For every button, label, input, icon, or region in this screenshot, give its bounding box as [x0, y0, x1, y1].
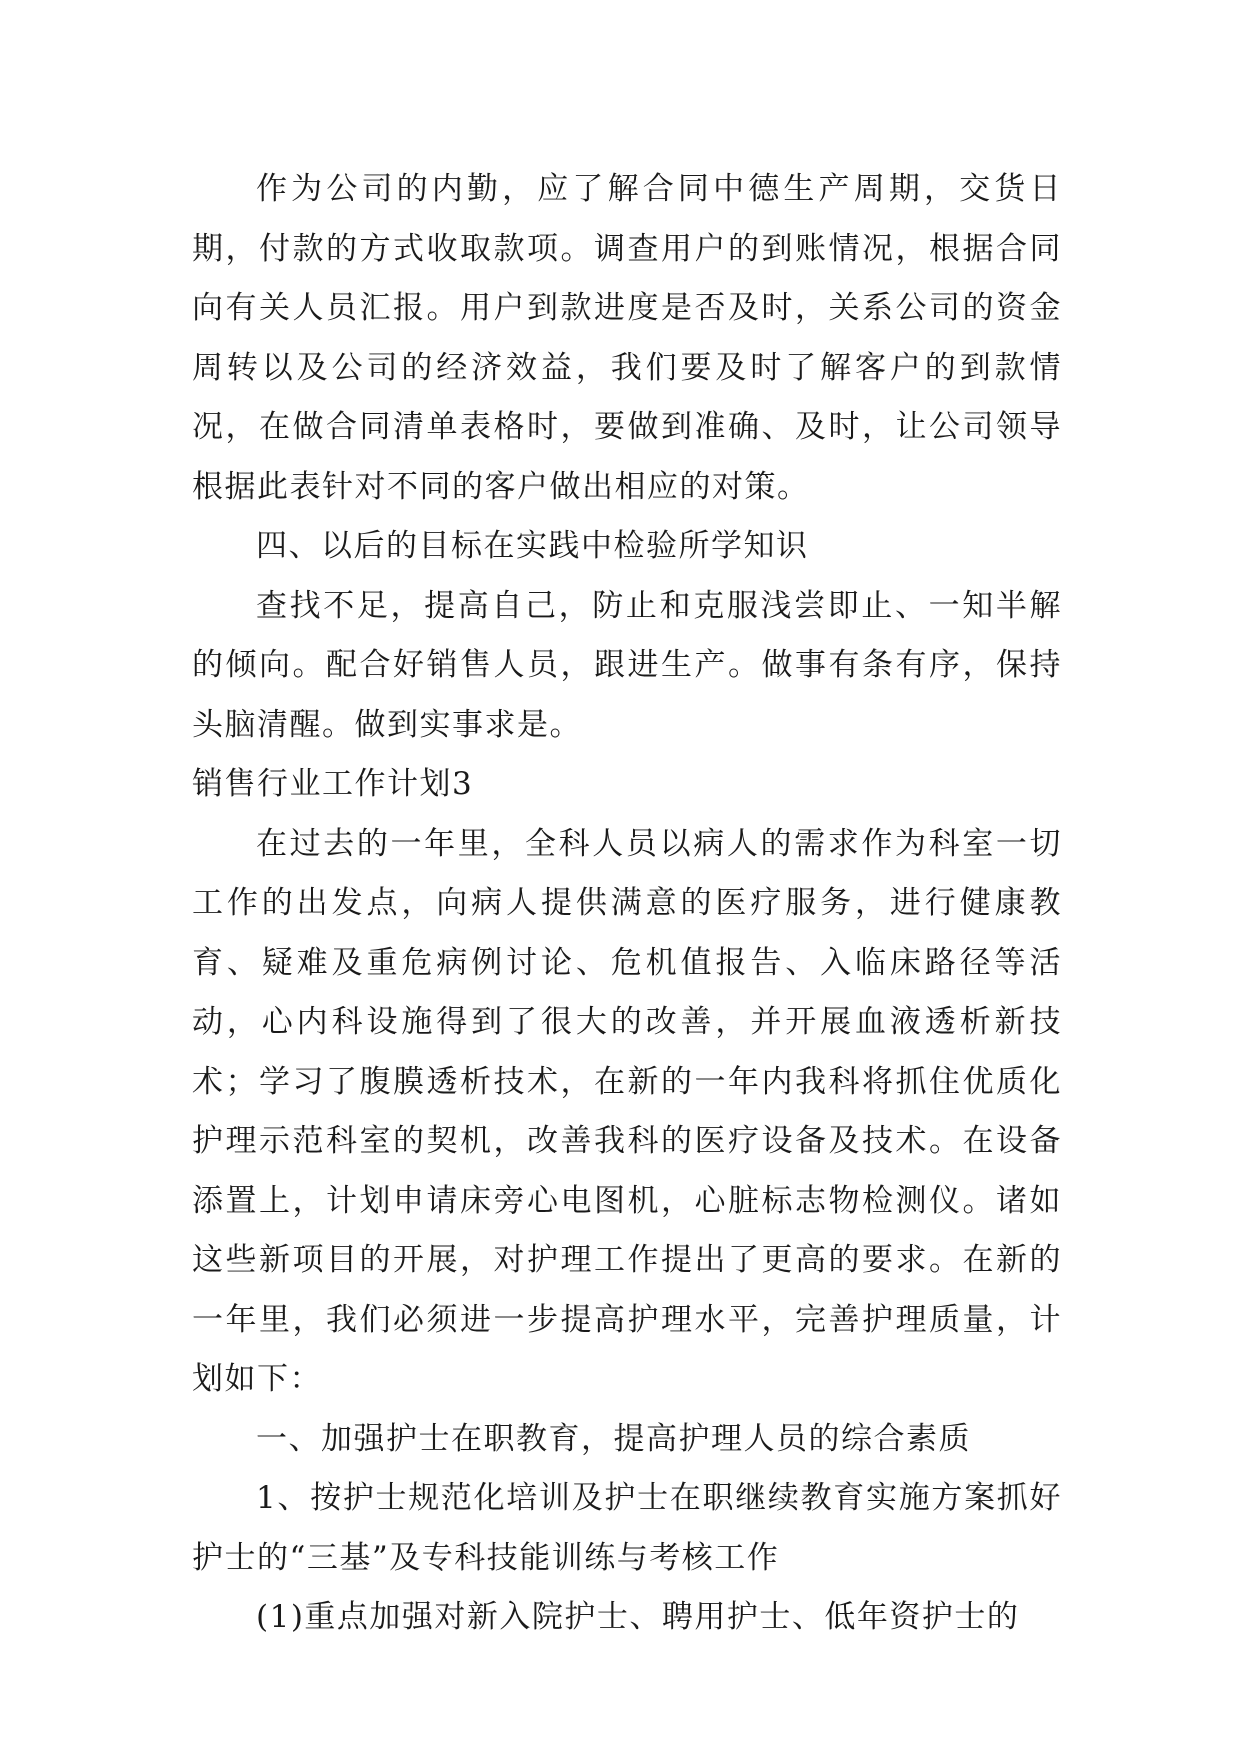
paragraph-training-subitem-1: (1)重点加强对新入院护士、聘用护士、低年资护士的	[256, 1599, 1020, 1635]
heading-future-goals: 四、以后的目标在实践中检验所学知识	[256, 528, 809, 564]
paragraph-internal-duties: 作为公司的内勤，应了解合同中德生产周期，交货日期，付款的方式收取款项。调查用户的到账情况，根据合同向有关人员汇报。用户到款进度是否及时，关系公司的资金周转以及公司的经济效益，我们要及时了解客户的到款情况，在做合同清单表格时，要做到准确、及时，让公司领导根据此表针对不同的客户做出相应的对策。	[192, 171, 1062, 505]
paragraph-self-improvement: 查找不足，提高自己，防止和克服浅尝即止、一知半解的倾向。配合好销售人员，跟进生产。做事有条有序，保持头脑清醒。做到实事求是。	[192, 587, 1062, 743]
document-body	[192, 160, 1062, 1648]
paragraph-training-item-1: 1、按护士规范化培训及护士在职继续教育实施方案抓好护士的“三基”及专科技能训练与考核工作	[192, 1480, 1062, 1576]
paragraph-past-year-review: 在过去的一年里，全科人员以病人的需求作为科室一切工作的出发点，向病人提供满意的医疗服务，进行健康教育、疑难及重危病例讨论、危机值报告、入临床路径等活动，心内科设施得到了很大的改善，并开展血液透析新技术；学习了腹膜透析技术，在新的一年内我科将抓住优质化护理示范科室的契机，改善我科的医疗设备及技术。在设备添置上，计划申请床旁心电图机，心脏标志物检测仪。诸如这些新项目的开展，对护理工作提出了更高的要求。在新的一年里，我们必须进一步提高护理水平，完善护理质量，计划如下：	[192, 825, 1062, 1397]
heading-nurse-education: 一、加强护士在职教育，提高护理人员的综合素质	[256, 1420, 971, 1457]
section-title-sales-plan-3: 销售行业工作计划3	[192, 766, 474, 802]
